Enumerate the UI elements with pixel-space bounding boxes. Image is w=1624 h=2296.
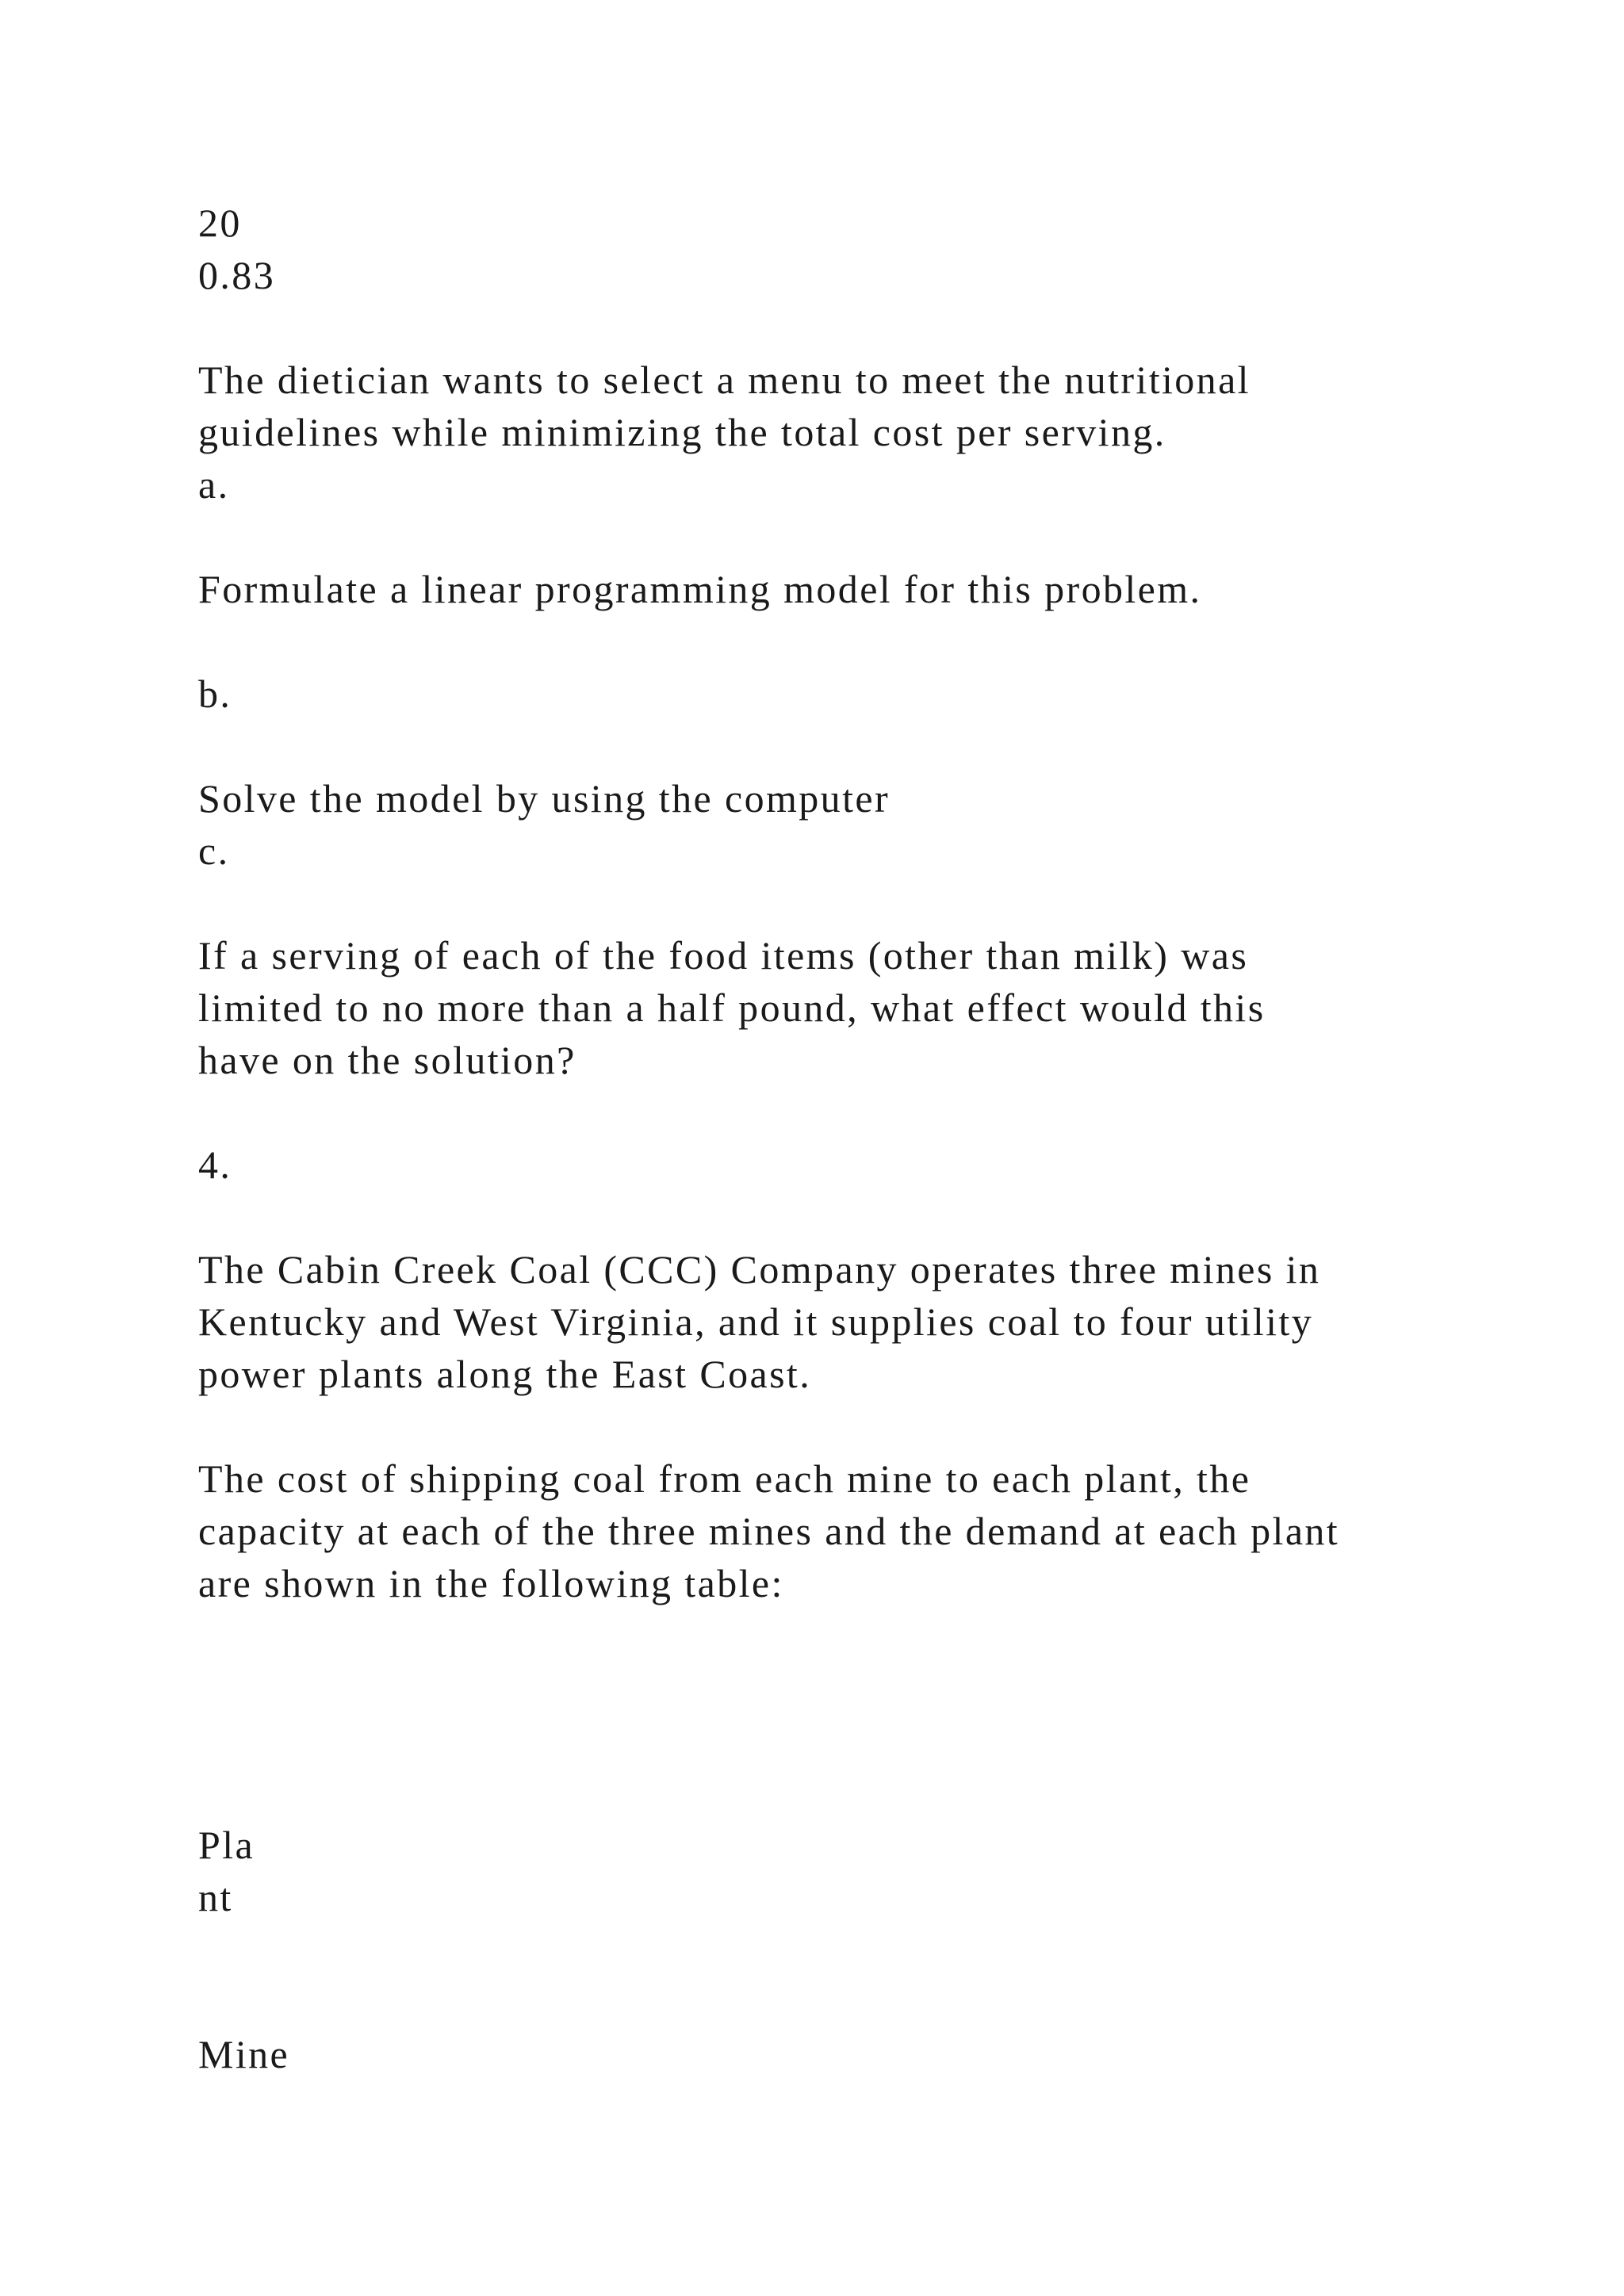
text-line-value-0-83: 0.83 (198, 253, 276, 297)
text-line-formulate: Formulate a linear programming model for this problem. (198, 567, 1202, 611)
item-label-c: c. (198, 828, 230, 873)
table-header-plant-part-2: nt (198, 1875, 233, 1919)
problem-number-4: 4. (198, 1142, 232, 1187)
text-line-cabin-creek-1: The Cabin Creek Coal (CCC) Company operates three mines in (198, 1247, 1321, 1292)
text-line-solve: Solve the model by using the computer (198, 776, 891, 821)
text-line-dietician-2: guidelines while minimizing the total cost per serving. (198, 410, 1166, 454)
text-line-cabin-creek-3: power plants along the East Coast. (198, 1352, 812, 1396)
text-line-shipping-cost-2: capacity at each of the three mines and the demand at each plant (198, 1509, 1340, 1553)
text-line-serving-2: limited to no more than a half pound, what effect would this (198, 985, 1266, 1030)
text-line-cabin-creek-2: Kentucky and West Virginia, and it supplies coal to four utility (198, 1299, 1314, 1344)
text-line-serving-1: If a serving of each of the food items (other than milk) was (198, 933, 1249, 978)
table-header-mine: Mine (198, 2032, 290, 2076)
text-line-dietician-1: The dietician wants to select a menu to meet the nutritional (198, 358, 1251, 402)
item-label-b: b. (198, 672, 232, 716)
text-line-shipping-cost-1: The cost of shipping coal from each mine to each plant, the (198, 1456, 1251, 1501)
text-line-shipping-cost-3: are shown in the following table: (198, 1561, 784, 1605)
table-header-plant-part-1: Pla (198, 1823, 255, 1867)
item-label-a: a. (198, 462, 230, 507)
text-line-serving-3: have on the solution? (198, 1038, 576, 1082)
text-line-value-20: 20 (198, 201, 242, 245)
